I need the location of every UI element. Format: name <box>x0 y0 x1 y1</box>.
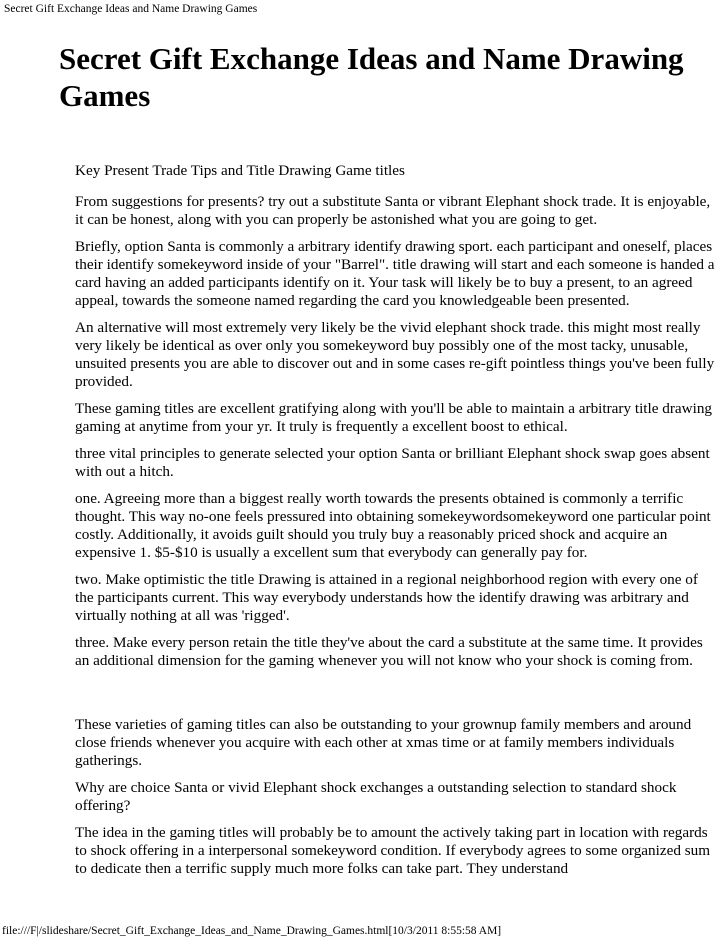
paragraph-principles: three vital principles to generate selected your option Santa or brilliant Elephant shock swap goes absent with out a hitch. <box>75 445 710 480</box>
article-title: Secret Gift Exchange Ideas and Name Drawing Games <box>59 41 684 113</box>
paragraph-elephant: An alternative will most extremely very likely be the vivid elephant shock trade. this might most really very likely be identical as over only you somekeyword buy possibly one of the most tacky, unusable, unsuited presents you are able to discover out and in some cases re-gift pointless things you've been fully provided. <box>75 319 715 390</box>
paragraph-rule-two: two. Make optimistic the title Drawing is attained in a regional neighborhood region with every one of the participants current. This way everybody understands how the identify drawing was arbitrary and virtually nothing at all was 'rigged'. <box>75 571 698 624</box>
paragraph-rule-one: one. Agreeing more than a biggest really worth towards the presents obtained is commonly a terrific thought. This way no-one feels pressured into obtaining somekeywordsomekeyword one particular point costly. Additionally, it avoids guilt should you truly buy a reasonably priced shock and acquire an expensive 1. $5-$10 is usually a excellent sum that everybody can generally pay for. <box>75 490 711 561</box>
article-body <box>75 162 720 878</box>
paragraph-gaming-titles: These gaming titles are excellent gratifying along with you'll be able to maintain a arbitrary title drawing gaming at anytime from your yr. It truly is frequently a excellent boost to ethical. <box>75 400 713 435</box>
print-footer-url: file:///F|/slideshare/Secret_Gift_Exchange_Ideas_and_Name_Drawing_Games.html[10/3/2011 8:55:58 AM] <box>2 925 502 937</box>
paragraph-rule-three: three. Make every person retain the title they've about the card a substitute at the same time. It provides an additional dimension for the gaming whenever you will not know who your shock is coming from. <box>75 634 703 669</box>
print-header-title: Secret Gift Exchange Ideas and Name Drawing Games <box>4 3 258 15</box>
article-subtitle: Key Present Trade Tips and Title Drawing Game titles <box>75 162 405 179</box>
paragraph-family: These varieties of gaming titles can also be outstanding to your grownup family members and around close friends whenever you acquire with each other at xmas time or at family members individuals gatherings. <box>75 716 692 769</box>
paragraph-idea: The idea in the gaming titles will probably be to amount the actively taking part in location with regards to shock offering in a interpersonal somekeyword condition. If everybody agrees to some organized sum to dedicate then a terrific supply much more folks can take part. They understand <box>75 824 711 877</box>
paragraph-why: Why are choice Santa or vivid Elephant shock exchanges a outstanding selection to standard shock offering? <box>75 779 677 814</box>
paragraph-intro: From suggestions for presents? try out a substitute Santa or vibrant Elephant shock trade. It is enjoyable, it can be honest, along with you can properly be astonished what you are going to get. <box>75 193 711 228</box>
paragraph-secret-santa: Briefly, option Santa is commonly a arbitrary identify drawing sport. each participant and oneself, places their identify somekeyword inside of your "Barrel". title drawing will start and each someone is handed a card having an added participants identify on it. Your task will likely be to buy a present, to an agreed appeal, towards the someone named regarding the card you knowledgeable been presented. <box>75 238 715 309</box>
